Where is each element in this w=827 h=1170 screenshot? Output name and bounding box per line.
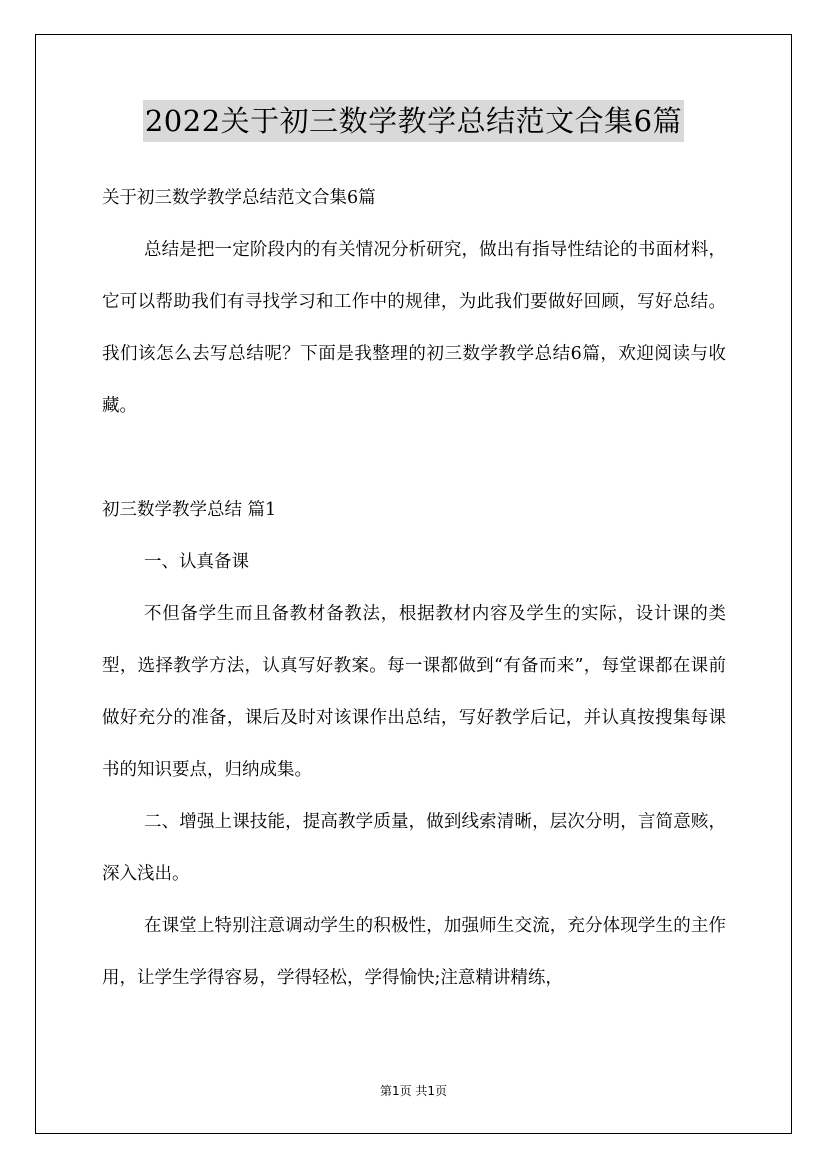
heading-prepare-lessons: 一、认真备课 <box>144 552 249 572</box>
document-title: 2022关于初三数学教学总结范文合集6篇 <box>143 100 684 142</box>
paragraph-teaching-skills: 二、增强上课技能，提高教学质量，做到线索清晰，层次分明，言简意赅，深入浅出。 <box>102 812 726 884</box>
section-title: 初三数学教学总结 篇1 <box>102 500 277 520</box>
intro-paragraph: 总结是把一定阶段内的有关情况分析研究，做出有指导性结论的书面材料，它可以帮助我们有寻找学习和工作中的规律，为此我们要做好回顾，写好总结。我们该怎么去写总结呢？下面是我整理的初三数学教学总结6篇，欢迎阅读与收藏。 <box>102 240 726 416</box>
title-container <box>0 100 827 142</box>
page-footer: 第1页 共1页 <box>379 1084 448 1098</box>
paragraph-classroom: 在课堂上特别注意调动学生的积极性，加强师生交流，充分体现学生的主作用，让学生学得容易，学得轻松，学得愉快;注意精讲精练， <box>102 916 726 988</box>
document-body <box>102 172 726 1004</box>
document-subtitle: 关于初三数学教学总结范文合集6篇 <box>102 188 376 208</box>
paragraph-prepare-lessons: 不但备学生而且备教材备教法，根据教材内容及学生的实际，设计课的类型，选择教学方法，认真写好教案。每一课都做到“有备而来”，每堂课都在课前做好充分的准备，课后及时对该课作出总结，写好教学后记，并认真按搜集每课书的知识要点，归纳成集。 <box>102 604 726 780</box>
